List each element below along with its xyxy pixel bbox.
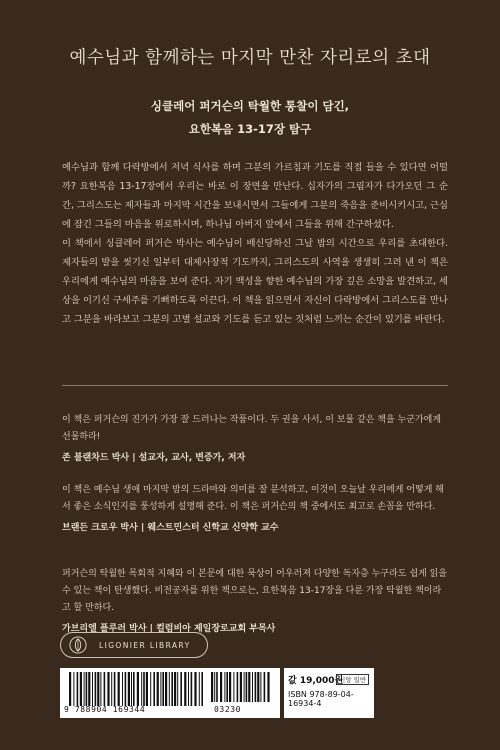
barcode-bar	[264, 672, 266, 702]
barcode-bar	[118, 672, 120, 706]
barcode-bar	[125, 672, 127, 706]
price-box	[284, 668, 374, 718]
subheadline-line2: 요한복음 13-17장 탐구	[188, 122, 312, 136]
barcode-bar	[199, 672, 200, 706]
barcode-bar	[184, 672, 186, 706]
back-cover-headline: 예수님과 함께하는 마지막 만찬 자리로의 초대	[69, 48, 431, 68]
subheadline-line1: 싱클레어 퍼거슨의 탁월한 통찰이 담긴,	[150, 99, 350, 113]
category-label: 신앙 일반	[336, 674, 369, 685]
barcode-number: 9 788904 169344	[64, 705, 146, 714]
barcode-bar	[177, 672, 178, 706]
barcode-bar	[214, 672, 215, 702]
barcode-bar	[104, 672, 106, 706]
barcode-bar	[229, 672, 231, 702]
price: 값 19,000원	[288, 676, 344, 686]
barcode-bar	[194, 672, 196, 706]
barcode-digits	[64, 705, 276, 714]
barcode-bar	[246, 672, 248, 702]
barcode-bar	[180, 672, 182, 706]
barcode-bar	[88, 672, 90, 706]
barcode-bar	[77, 672, 79, 706]
barcode-bar	[240, 672, 242, 702]
barcode-bar	[201, 672, 203, 706]
barcode-bar	[128, 672, 130, 706]
barcode-bar	[174, 672, 176, 706]
barcode-bar	[224, 672, 225, 702]
barcode-bar	[257, 672, 259, 702]
description-paragraph: 이 책에서 싱클레어 퍼거슨 박사는 예수님이 배신당하신 그날 밤의 시간으로 우리를 초대한다. 제자들의 발을 씻기신 일부터 대제사장적 기도까지, 그리스도의 사역을 생생히 그려 낸 이 책은 우리에게 예수님의 마음을 보여 준다. 자기 백성을 향한 예수님의 가장 깊은 소망을 발견하고, 세상을 이기신 구세주를 기뻐하도록 이끈다. 이 책을 읽으면서 자신이 다락방에서 그리스도를 만나고 그분을 바라보고 그분의 고별 설교와 기도를 듣고 있는 것처럼 느끼는 순간이 있기를 바란다.	[62, 238, 448, 325]
barcode-bar	[114, 672, 116, 706]
barcode-bar	[157, 672, 159, 706]
barcode-bar	[111, 672, 112, 706]
barcode-bars	[68, 672, 206, 706]
barcode-bar	[233, 672, 234, 702]
barcode-bar	[255, 672, 257, 702]
endorsement-text: 퍼거슨의 탁월한 목회적 지혜와 이 본문에 대한 묵상이 어우러져 다양한 독자층 누구라도 쉽게 읽을 수 있는 책이 탄생했다. 비전공자를 위한 책으로는, 요한복음 13-17장을 다룬 가장 탁월한 책이라고 할 만하다.	[62, 569, 447, 613]
publisher-badge	[60, 632, 208, 658]
barcode-bar	[244, 672, 245, 702]
barcode-addon-number: 03230	[214, 705, 242, 714]
barcode-bar	[146, 672, 148, 706]
endorsement-author: 존 블랜차드 박사 | 설교자, 교사, 변증가, 저자	[62, 453, 246, 463]
barcode-bar	[226, 672, 228, 702]
barcode-bar	[69, 672, 71, 706]
endorsement	[62, 412, 448, 467]
barcode-addon-bars	[210, 672, 272, 702]
publisher-name: LIGONIER LIBRARY	[99, 640, 191, 650]
description-paragraph: 예수님과 함께 다락방에서 저녁 식사를 하며 그분의 가르침과 기도를 직접 들을 수 있다면 어떨까? 요한복음 13-17장에서 우리는 바로 이 장면을 만난다. 십자가의 그림자가 다가오던 그 순간, 그리스도는 제자들과 마지막 시간을 보내시면서 그들에게 그분의 죽음을 준비시키시고, 근심에 잠긴 그들의 마음을 위로하시며, 하나님 아버지 앞에서 그들을 위해 간구하셨다.	[62, 162, 448, 230]
barcode-bar	[133, 672, 135, 706]
barcode-bar	[211, 672, 213, 702]
barcode-bar	[80, 672, 82, 706]
endorsement-text: 이 책은 예수님 생애 마지막 밤의 드라마와 의미를 잘 분석하고, 이것이 오늘날 우리에게 어떻게 해서 좋은 소식인지를 풍성하게 설명해 준다. 이 책은 퍼거슨의 책 중에서도 최고로 손꼽을 만하다.	[62, 485, 444, 512]
barcode-bar	[131, 672, 132, 706]
barcode-bar	[216, 672, 218, 702]
barcode-bar	[160, 672, 161, 706]
barcode-bar	[143, 672, 145, 706]
barcode-bar	[92, 672, 93, 706]
endorsement-author: 브랜든 크로우 박사 | 웨스트민스터 신학교 신약학 교수	[62, 523, 279, 533]
barcode-bar	[191, 672, 193, 706]
barcode-bar	[150, 672, 151, 706]
barcode-bar	[107, 672, 109, 706]
endorsement	[62, 482, 448, 537]
barcode-bar	[248, 672, 250, 702]
barcode-bar	[169, 672, 170, 706]
ligonier-seed-icon	[69, 636, 87, 654]
book-description	[62, 158, 448, 329]
barcode-bar	[260, 672, 261, 702]
isbn-barcode	[60, 668, 280, 718]
barcode-bar	[73, 672, 74, 706]
barcode-bar	[84, 672, 85, 706]
endorsement	[62, 566, 448, 638]
barcode-bar	[252, 672, 253, 702]
barcode-bar	[95, 672, 97, 706]
barcode-bar	[86, 672, 88, 706]
barcode-bar	[137, 672, 139, 706]
endorsement-author: 가브리엘 플루러 박사 | 컬럼비아 제일장로교회 부목사	[62, 624, 276, 634]
barcode-bar	[141, 672, 142, 706]
barcode-bar	[165, 672, 167, 706]
barcode-bar	[153, 672, 155, 706]
barcode-bar	[100, 672, 101, 706]
endorsement-text: 이 책은 퍼거슨의 진가가 가장 잘 드러나는 작품이다. 두 권을 사서, 이 보물 같은 책을 누군가에게 선물하라!	[62, 415, 442, 442]
barcode-bar	[237, 672, 239, 702]
section-divider	[62, 385, 448, 386]
barcode-bar	[171, 672, 173, 706]
isbn-number: ISBN 978-89-04-16934-4	[288, 690, 354, 708]
barcode-bar	[97, 672, 99, 706]
barcode-bar	[267, 672, 269, 702]
barcode-bar	[188, 672, 189, 706]
barcode-bar	[162, 672, 164, 706]
barcode-bar	[122, 672, 123, 706]
barcode-bar	[220, 672, 222, 702]
